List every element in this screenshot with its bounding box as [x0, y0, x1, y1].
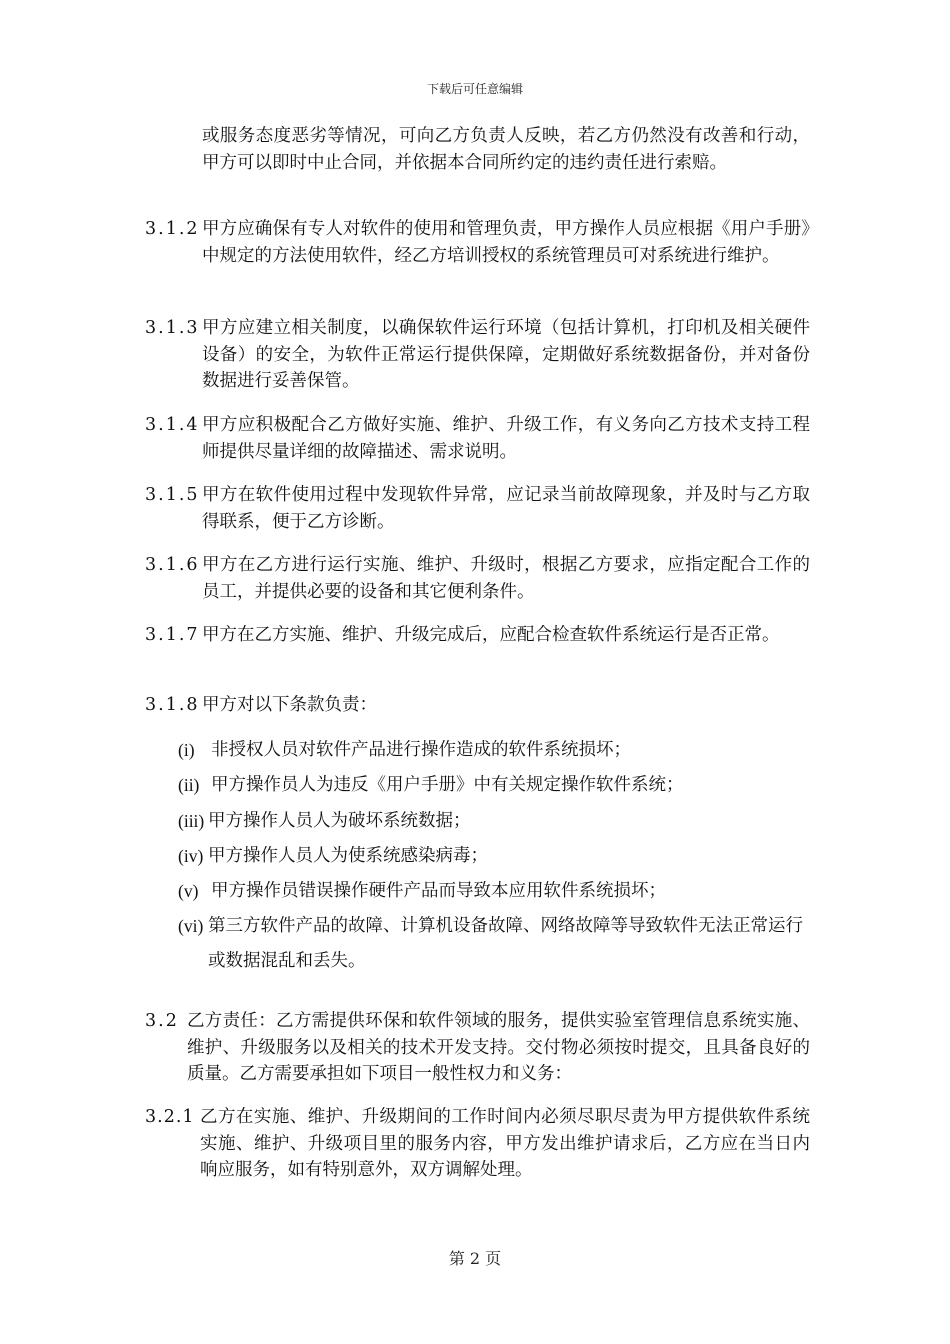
clause-number: 3.1.6	[145, 555, 200, 575]
list-item	[178, 878, 810, 905]
clause-text: 甲方应积极配合乙方做好实施、维护、升级工作，有义务向乙方技术支持工程师提供尽量详细的故障描述、需求说明。	[202, 415, 810, 462]
list-item-text: 非授权人员对软件产品进行操作造成的软件系统损坏；	[211, 740, 631, 760]
continuation-paragraph	[145, 123, 810, 176]
list-marker: (iv)	[178, 846, 204, 866]
clause-text: 甲方在乙方实施、维护、升级完成后，应配合检查软件系统运行是否正常。	[202, 625, 780, 645]
clause-number: 3.2.1	[145, 1107, 195, 1127]
clause-text: 甲方应确保有专人对软件的使用和管理负责，甲方操作人员应根据《用户手册》中规定的方法使用软件，经乙方培训授权的系统管理员可对系统进行维护。	[202, 219, 810, 266]
clause-number: 3.1.2	[145, 219, 200, 239]
clause-3-1-3	[145, 315, 810, 395]
clause-number: 3.1.3	[145, 318, 200, 338]
clause-text: 甲方在乙方进行运行实施、维护、升级时，根据乙方要求，应指定配合工作的员工，并提供必要的设备和其它便利条件。	[202, 555, 810, 602]
list-item-text: 甲方操作人员人为破坏系统数据；	[208, 811, 471, 831]
clause-number: 3.1.4	[145, 415, 200, 435]
list-item	[178, 772, 810, 799]
clause-text: 甲方应建立相关制度，以确保软件运行环境（包括计算机，打印机及相关硬件设备）的安全，为软件正常运行提供保障，定期做好系统数据备份，并对备份数据进行妥善保管。	[202, 318, 810, 391]
clause-3-1-4	[145, 412, 810, 465]
section-number: 3.2	[145, 1011, 179, 1031]
clause-text: 甲方对以下条款负责：	[202, 695, 377, 715]
list-item-text: 第三方软件产品的故障、计算机设备故障、网络故障等导致软件无法正常运行或数据混乱和丢失。	[208, 916, 803, 971]
list-item-text: 甲方操作员人为违反《用户手册》中有关规定操作软件系统；	[211, 775, 684, 795]
list-marker: (ii)	[178, 775, 200, 795]
list-item	[178, 909, 810, 979]
page-header: 下载后可任意编辑	[426, 82, 523, 96]
clause-3-1-2	[145, 216, 810, 269]
clause-number: 3.1.8	[145, 695, 200, 715]
clause-number: 3.1.5	[145, 485, 200, 505]
clause-3-1-6	[145, 552, 810, 605]
list-item-text: 甲方操作人员人为使系统感染病毒；	[208, 846, 488, 866]
list-item	[178, 808, 810, 835]
list-marker: (iii)	[178, 811, 205, 831]
clause-3-2-1	[145, 1104, 810, 1184]
continuation-text: 或服务态度恶劣等情况，可向乙方负责人反映，若乙方仍然没有改善和行动，甲方可以即时中止合同，并依据本合同所约定的违约责任进行索赔。	[202, 126, 810, 173]
clause-3-1-7	[145, 622, 810, 649]
list-item-text: 甲方操作员错误操作硬件产品而导致本应用软件系统损坏；	[211, 881, 666, 901]
list-marker: (vi)	[178, 916, 204, 936]
clause-number: 3.1.7	[145, 625, 200, 645]
clause-3-1-8	[145, 692, 810, 719]
list-item	[178, 843, 810, 870]
list-item	[178, 737, 810, 764]
list-marker: (i)	[178, 740, 195, 760]
clause-3-1-5	[145, 482, 810, 535]
section-3-2	[145, 1008, 810, 1088]
list-marker: (v)	[178, 881, 199, 901]
section-text: 乙方责任：乙方需提供环保和软件领域的服务，提供实验室管理信息系统实施、维护、升级服务以及相关的技术开发支持。交付物必须按时提交，且具备良好的质量。乙方需要承担如下项目一般性权力和义务：	[187, 1011, 810, 1084]
clause-text: 甲方在软件使用过程中发现软件异常，应记录当前故障现象，并及时与乙方取得联系，便于乙方诊断。	[202, 485, 810, 532]
clause-text: 乙方在实施、维护、升级期间的工作时间内必须尽职尽责为甲方提供软件系统实施、维护、升级项目里的服务内容，甲方发出维护请求后，乙方应在当日内响应服务，如有特别意外，双方调解处理。	[200, 1107, 810, 1180]
page-number: 第 2 页	[448, 1249, 502, 1268]
